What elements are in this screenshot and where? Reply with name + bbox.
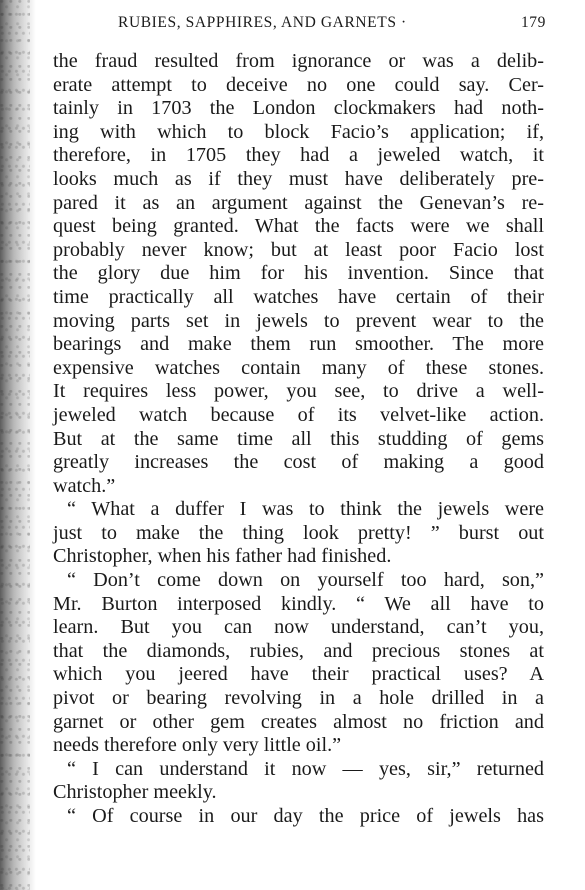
page-header <box>118 14 546 38</box>
body-text <box>53 50 544 829</box>
text-line: But at the same time all this studding of gems <box>53 427 544 450</box>
text-line: just to make the thing look pretty! ” burst out <box>53 521 544 544</box>
text-line: which you jeered have their practical uses? A <box>53 663 544 686</box>
text-line: Mr. Burton interposed kindly. “ We all have to <box>53 592 544 615</box>
text-line: ing with which to block Facio’s application; if, <box>53 120 544 143</box>
text-line: garnet or other gem creates almost no friction and <box>53 710 544 733</box>
text-line: tainly in 1703 the London clockmakers had noth- <box>53 97 544 120</box>
text-line: Christopher meekly. <box>53 781 217 804</box>
text-line: jeweled watch because of its velvet-like action. <box>53 403 544 426</box>
gutter-texture <box>0 0 30 890</box>
text-line: watch.” <box>53 474 116 497</box>
text-line: learn. But you can now understand, can’t you, <box>53 616 544 639</box>
text-line: that the diamonds, rubies, and precious stones at <box>53 639 544 662</box>
text-line: needs therefore only very little oil.” <box>53 734 342 757</box>
text-line: time practically all watches have certain of their <box>53 285 544 308</box>
text-line: bearings and make them run smoother. The more <box>53 333 544 356</box>
text-line: looks much as if they must have deliberately pre- <box>53 167 544 190</box>
text-line: erate attempt to deceive no one could say. Cer- <box>53 73 544 96</box>
running-head: RUBIES, SAPPHIRES, AND GARNETS · <box>118 14 407 31</box>
text-line: greatly increases the cost of making a good <box>53 451 544 474</box>
text-line: expensive watches contain many of these stones. <box>53 356 544 379</box>
text-line: Christopher, when his father had finished. <box>53 545 392 568</box>
text-line: the glory due him for his invention. Since that <box>53 262 544 285</box>
text-line: pared it as an argument against the Genevan’s re- <box>53 191 544 214</box>
text-line: It requires less power, you see, to drive a well- <box>53 380 544 403</box>
text-line: therefore, in 1705 they had a jeweled watch, it <box>53 144 544 167</box>
text-line: quest being granted. What the facts were we shall <box>53 215 544 238</box>
text-line: “ Don’t come down on yourself too hard, son,” <box>67 569 544 592</box>
text-line: pivot or bearing revolving in a hole drilled in a <box>53 687 544 710</box>
text-line: “ I can understand it now — yes, sir,” returned <box>67 757 544 780</box>
text-line: moving parts set in jewels to prevent wear to the <box>53 309 544 332</box>
text-line: “ What a duffer I was to think the jewels were <box>67 498 544 521</box>
text-line: probably never know; but at least poor Facio lost <box>53 238 544 261</box>
page-number: 179 <box>520 14 546 31</box>
text-line: the fraud resulted from ignorance or was a delib- <box>53 50 544 72</box>
text-line: “ Of course in our day the price of jewels has <box>67 805 544 827</box>
